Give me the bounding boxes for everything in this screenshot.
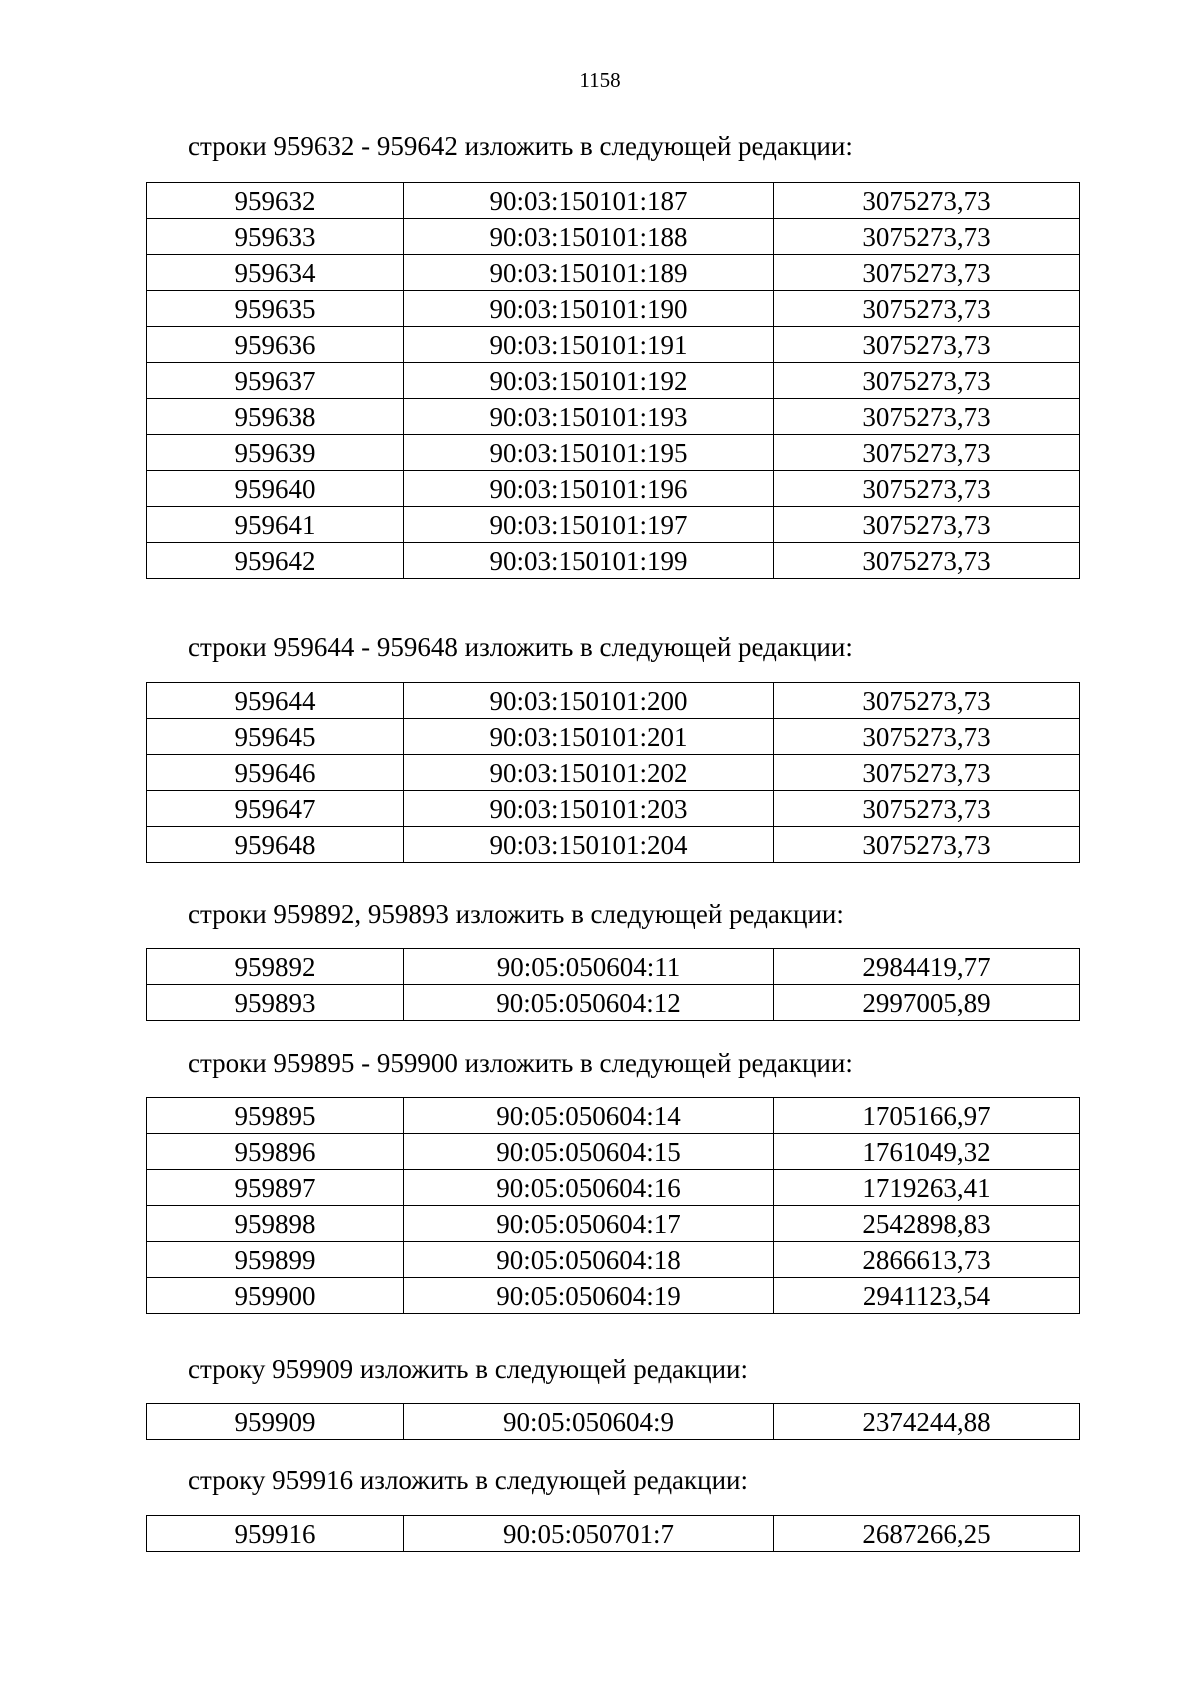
section-title: строки 959895 - 959900 изложить в следующей редакции: (188, 1048, 853, 1078)
value-cell: 2374244,88 (774, 1404, 1080, 1440)
table-row (147, 219, 1080, 255)
row-number-cell: 959647 (147, 791, 404, 827)
value-cell: 3075273,73 (774, 363, 1080, 399)
data-table (146, 1403, 1080, 1440)
row-number-cell: 959909 (147, 1404, 404, 1440)
row-number-cell: 959640 (147, 471, 404, 507)
table-row (147, 719, 1080, 755)
row-number-cell: 959895 (147, 1098, 404, 1134)
table-row (147, 949, 1080, 985)
cadastral-number-cell: 90:05:050604:18 (404, 1242, 774, 1278)
row-number-cell: 959892 (147, 949, 404, 985)
row-number-cell: 959639 (147, 435, 404, 471)
value-cell: 3075273,73 (774, 543, 1080, 579)
table-row (147, 291, 1080, 327)
cadastral-number-cell: 90:03:150101:187 (404, 183, 774, 219)
value-cell: 1719263,41 (774, 1170, 1080, 1206)
row-number-cell: 959648 (147, 827, 404, 863)
value-cell: 3075273,73 (774, 827, 1080, 863)
table-row (147, 1098, 1080, 1134)
row-number-cell: 959644 (147, 683, 404, 719)
data-table (146, 948, 1080, 1021)
value-cell: 3075273,73 (774, 755, 1080, 791)
cadastral-number-cell: 90:03:150101:204 (404, 827, 774, 863)
value-cell: 3075273,73 (774, 219, 1080, 255)
row-number-cell: 959636 (147, 327, 404, 363)
cadastral-number-cell: 90:03:150101:196 (404, 471, 774, 507)
cadastral-number-cell: 90:03:150101:201 (404, 719, 774, 755)
cadastral-number-cell: 90:05:050604:17 (404, 1206, 774, 1242)
row-number-cell: 959638 (147, 399, 404, 435)
cadastral-number-cell: 90:05:050701:7 (404, 1516, 774, 1552)
cadastral-number-cell: 90:03:150101:191 (404, 327, 774, 363)
cadastral-number-cell: 90:03:150101:190 (404, 291, 774, 327)
value-cell: 2542898,83 (774, 1206, 1080, 1242)
table-row (147, 1134, 1080, 1170)
cadastral-number-cell: 90:03:150101:192 (404, 363, 774, 399)
cadastral-number-cell: 90:05:050604:14 (404, 1098, 774, 1134)
table-row (147, 827, 1080, 863)
table-row (147, 543, 1080, 579)
row-number-cell: 959635 (147, 291, 404, 327)
value-cell: 2687266,25 (774, 1516, 1080, 1552)
data-table (146, 1515, 1080, 1552)
value-cell: 2997005,89 (774, 985, 1080, 1021)
row-number-cell: 959642 (147, 543, 404, 579)
cadastral-number-cell: 90:05:050604:12 (404, 985, 774, 1021)
cadastral-number-cell: 90:03:150101:197 (404, 507, 774, 543)
row-number-cell: 959641 (147, 507, 404, 543)
value-cell: 2941123,54 (774, 1278, 1080, 1314)
cadastral-number-cell: 90:05:050604:15 (404, 1134, 774, 1170)
section-title: строку 959909 изложить в следующей редакции: (188, 1354, 749, 1384)
section-title: строки 959632 - 959642 изложить в следующей редакции: (188, 131, 853, 161)
value-cell: 3075273,73 (774, 255, 1080, 291)
value-cell: 3075273,73 (774, 399, 1080, 435)
table-row (147, 399, 1080, 435)
row-number-cell: 959899 (147, 1242, 404, 1278)
table-row (147, 363, 1080, 399)
table-row (147, 1242, 1080, 1278)
cadastral-number-cell: 90:05:050604:9 (404, 1404, 774, 1440)
cadastral-number-cell: 90:03:150101:199 (404, 543, 774, 579)
row-number-cell: 959645 (147, 719, 404, 755)
value-cell: 2984419,77 (774, 949, 1080, 985)
cadastral-number-cell: 90:03:150101:193 (404, 399, 774, 435)
row-number-cell: 959632 (147, 183, 404, 219)
table-row (147, 327, 1080, 363)
table-row (147, 985, 1080, 1021)
table-row (147, 1170, 1080, 1206)
cadastral-number-cell: 90:05:050604:11 (404, 949, 774, 985)
value-cell: 3075273,73 (774, 683, 1080, 719)
value-cell: 2866613,73 (774, 1242, 1080, 1278)
row-number-cell: 959896 (147, 1134, 404, 1170)
value-cell: 3075273,73 (774, 507, 1080, 543)
value-cell: 3075273,73 (774, 183, 1080, 219)
row-number-cell: 959634 (147, 255, 404, 291)
table-row (147, 507, 1080, 543)
cadastral-number-cell: 90:03:150101:202 (404, 755, 774, 791)
row-number-cell: 959646 (147, 755, 404, 791)
table-row (147, 255, 1080, 291)
row-number-cell: 959898 (147, 1206, 404, 1242)
cadastral-number-cell: 90:03:150101:200 (404, 683, 774, 719)
table-row (147, 683, 1080, 719)
row-number-cell: 959916 (147, 1516, 404, 1552)
value-cell: 3075273,73 (774, 471, 1080, 507)
table-row (147, 471, 1080, 507)
table-row (147, 1206, 1080, 1242)
cadastral-number-cell: 90:03:150101:195 (404, 435, 774, 471)
data-table (146, 682, 1080, 863)
cadastral-number-cell: 90:03:150101:189 (404, 255, 774, 291)
section-title: строки 959892, 959893 изложить в следующей редакции: (188, 899, 844, 929)
value-cell: 1761049,32 (774, 1134, 1080, 1170)
cadastral-number-cell: 90:05:050604:19 (404, 1278, 774, 1314)
table-row (147, 791, 1080, 827)
row-number-cell: 959637 (147, 363, 404, 399)
cadastral-number-cell: 90:03:150101:203 (404, 791, 774, 827)
value-cell: 3075273,73 (774, 327, 1080, 363)
row-number-cell: 959900 (147, 1278, 404, 1314)
table-row (147, 1404, 1080, 1440)
value-cell: 3075273,73 (774, 719, 1080, 755)
value-cell: 3075273,73 (774, 791, 1080, 827)
table-row (147, 183, 1080, 219)
page-number: 1158 (579, 68, 621, 92)
table-row (147, 1516, 1080, 1552)
row-number-cell: 959897 (147, 1170, 404, 1206)
section-title: строку 959916 изложить в следующей редакции: (188, 1465, 749, 1495)
table-row (147, 1278, 1080, 1314)
table-row (147, 435, 1080, 471)
table-row (147, 755, 1080, 791)
value-cell: 3075273,73 (774, 435, 1080, 471)
value-cell: 1705166,97 (774, 1098, 1080, 1134)
section-title: строки 959644 - 959648 изложить в следующей редакции: (188, 632, 853, 662)
row-number-cell: 959893 (147, 985, 404, 1021)
row-number-cell: 959633 (147, 219, 404, 255)
data-table (146, 182, 1080, 579)
data-table (146, 1097, 1080, 1314)
value-cell: 3075273,73 (774, 291, 1080, 327)
cadastral-number-cell: 90:05:050604:16 (404, 1170, 774, 1206)
cadastral-number-cell: 90:03:150101:188 (404, 219, 774, 255)
